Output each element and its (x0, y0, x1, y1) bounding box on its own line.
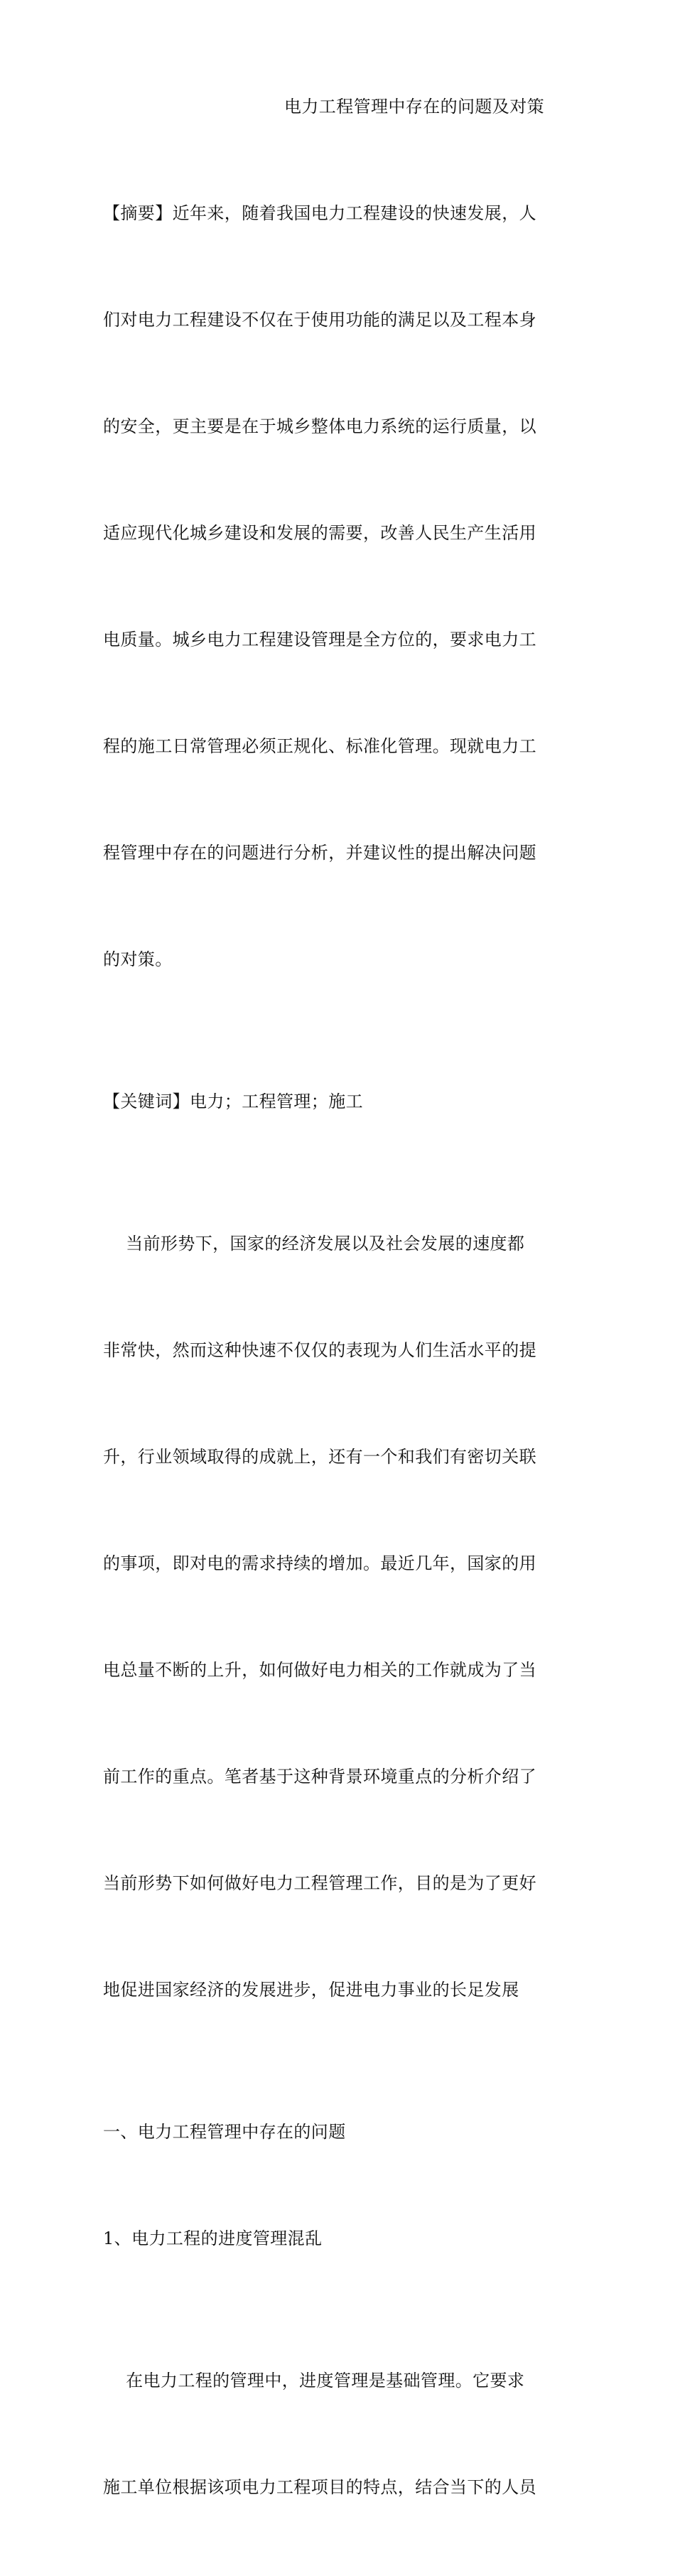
abstract-line: 的对策。 (103, 949, 173, 969)
body-line: 施工单位根据该项电力工程项目的特点，结合当下的人员 (103, 2477, 536, 2497)
abstract-line: 程管理中存在的问题进行分析，并建议性的提出解决问题 (103, 843, 536, 863)
keywords-line: 【关键词】电力；工程管理；施工 (103, 1092, 363, 1111)
intro-line: 地促进国家经济的发展进步，促进电力事业的长足发展 (103, 1980, 519, 2000)
intro-line: 当前形势下如何做好电力工程管理工作，目的是为了更好 (103, 1873, 536, 1893)
abstract-block (103, 124, 572, 2576)
abstract-line: 的安全，更主要是在于城乡整体电力系统的运行质量，以 (103, 416, 536, 436)
abstract-line: 适应现代化城乡建设和发展的需要，改善人民生产生活用 (103, 523, 536, 543)
document-title: 电力工程管理中存在的问题及对策 (284, 97, 544, 117)
abstract-line: 程的施工日常管理必须正规化、标准化管理。现就电力工 (103, 736, 536, 756)
abstract-line: 们对电力工程建设不仅在于使用功能的满足以及工程本身 (103, 310, 536, 330)
intro-line: 前工作的重点。笔者基于这种背景环境重点的分析介绍了 (103, 1767, 536, 1787)
abstract-line: 【摘要】近年来，随着我国电力工程建设的快速发展，人 (103, 203, 536, 223)
intro-line: 的事项，即对电的需求持续的增加。最近几年，国家的用 (103, 1553, 536, 1573)
abstract-line: 电质量。城乡电力工程建设管理是全方位的，要求电力工 (103, 630, 536, 650)
intro-line: 电总量不断的上升，如何做好电力相关的工作就成为了当 (103, 1660, 536, 1680)
section-heading: 一、电力工程管理中存在的问题 (103, 2122, 346, 2142)
subsection-heading: 1、电力工程的进度管理混乱 (103, 2229, 323, 2248)
body-line: 在电力工程的管理中，进度管理是基础管理。它要求 (103, 2371, 525, 2391)
intro-line: 升，行业领域取得的成就上，还有一个和我们有密切关联 (103, 1447, 536, 1467)
intro-line: 非常快，然而这种快速不仅仅的表现为人们生活水平的提 (103, 1340, 536, 1360)
intro-line: 当前形势下，国家的经济发展以及社会发展的速度都 (103, 1234, 525, 1254)
